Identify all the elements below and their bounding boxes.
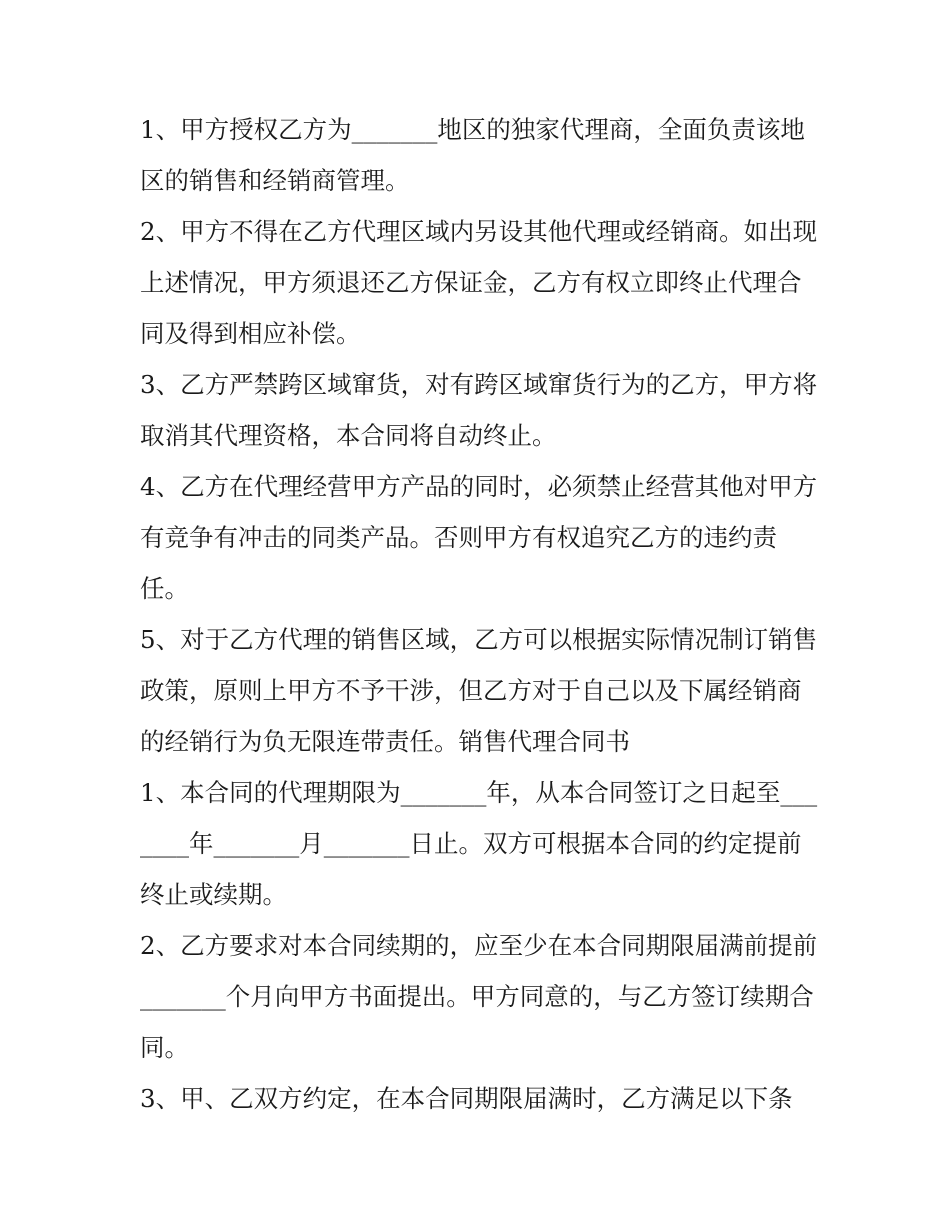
clause-5-sales-policy: 5、对于乙方代理的销售区域，乙方可以根据实际情况制订销售政策，原则上甲方不予干涉，但乙方对于自己以及下属经销商的经销行为负无限连带责任。销售代理合同书 [140,625,818,756]
term-clause-1-period: 1、本合同的代理期限为_______年，从本合同签订之日起至_______年_______月_______日止。双方可根据本合同的约定提前终止或续期。 [140,778,818,909]
term-clause-2-renewal: 2、乙方要求对本合同续期的，应至少在本合同期限届满前提前_______个月向甲方书面提出。甲方同意的，与乙方签订续期合同。 [140,931,818,1062]
clause-3-no-cross-region: 3、乙方严禁跨区域窜货，对有跨区域窜货行为的乙方，甲方将取消其代理资格，本合同将自动终止。 [140,370,818,450]
clause-2-no-other-agents: 2、甲方不得在乙方代理区域内另设其他代理或经销商。如出现上述情况，甲方须退还乙方保证金，乙方有权立即终止代理合同及得到相应补偿。 [140,217,818,348]
document-body [140,104,820,1124]
clause-4-no-competing-products: 4、乙方在代理经营甲方产品的同时，必须禁止经营其他对甲方有竞争有冲击的同类产品。否则甲方有权追究乙方的违约责任。 [140,472,818,603]
clause-1-exclusive-agent: 1、甲方授权乙方为_______地区的独家代理商，全面负责该地区的销售和经销商管理。 [140,115,805,195]
term-clause-3-expiry: 3、甲、乙双方约定，在本合同期限届满时，乙方满足以下条 [140,1084,793,1113]
